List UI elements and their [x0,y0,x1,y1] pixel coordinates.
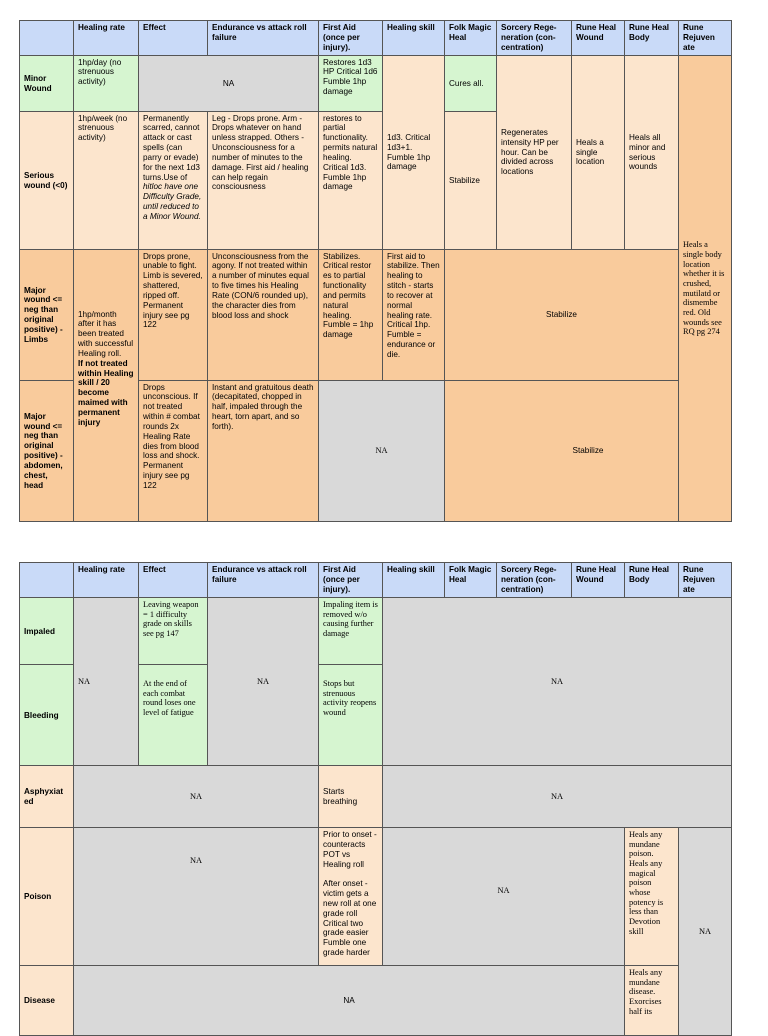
header-rune-rejuvenate-2: Rune Rejuven ate [679,563,732,598]
header-row [20,21,732,56]
impaled-bleeding-healing-rate-na: NA [74,598,139,766]
asphyxiated-first-aid: Starts breathing [319,766,383,828]
header-healing-rate: Healing rate [74,21,139,56]
row-label-bleeding: Bleeding [20,665,74,766]
row-minor-wound [20,55,732,111]
header-rune-heal-body-2: Rune Heal Body [625,563,679,598]
header-sorcery: Sorcery Rege-neration (con-centration) [497,21,572,56]
serious-healing-rate: 1hp/week (no strenuous activity) [74,111,139,249]
major-healing-rate-bottom: If not treated within Healing skill / 20 become maimed with permanent injury [78,358,134,427]
major-body-na: NA [319,380,445,521]
disease-na: NA [74,966,625,1036]
row-disease [20,966,732,1036]
row-label-minor: Minor Wound [20,55,74,111]
minor-na: NA [139,55,319,111]
wound-table [19,20,732,522]
header-effect: Effect [139,21,208,56]
header-effect-2: Effect [139,563,208,598]
poison-mid-na-text: NA [497,886,510,895]
rune-heal-wound-minor-serious: Heals a single location [572,55,625,249]
minor-folk-magic: Cures all. [445,55,497,111]
bleeding-effect: At the end of each combat round loses one level of fatigue [139,665,208,766]
asphyxiated-right-na: NA [383,766,732,828]
row-major-limbs [20,249,732,380]
major-body-endurance: Instant and gratuitous death (decapitated, chopped in half, impaled through the heart, torn apart, and so forth). [208,380,319,521]
header-first-aid-2: First Aid (once per injury). [319,563,383,598]
poison-rune-heal-body: Heals any mundane poison. Heals any magical poison whose potency is less than Devotion skill [625,828,679,966]
serious-endurance: Leg - Drops prone. Arm - Drops whatever on hand unless strapped. Others - Unconsciousness for a number of minutes to the damage. First aid / healing can help regain consciousness [208,111,319,249]
major-healing-rate-top: 1hp/month after it has been treated with successful Healing roll. [78,309,134,358]
header-sorcery-2: Sorcery Rege-neration (con-centration) [497,563,572,598]
rune-heal-body-minor-serious: Heals all minor and serious wounds [625,55,679,249]
header-rune-heal-wound-2: Rune Heal Wound [572,563,625,598]
header-rune-rejuvenate: Rune Rejuven ate [679,21,732,56]
major-limbs-stabilize: Stabilize [445,249,679,380]
major-limbs-healing-skill: First aid to stabilize. Then healing to stitch - starts to recover at normal healing rate. Critical 1hp. Fumble = endurance or die. [383,249,445,380]
row-label-disease: Disease [20,966,74,1036]
header-endurance-2: Endurance vs attack roll failure [208,563,319,598]
poison-mid-na [383,828,625,966]
serious-effect [139,111,208,249]
header-corner-2 [20,563,74,598]
header-healing-skill-2: Healing skill [383,563,445,598]
impaled-bleeding-right-na: NA [383,598,732,766]
poison-first-aid: Prior to onset - counteracts POT vs Healing roll After onset - victim gets a new roll at one grade roll Critical two grade easier Fumble one grade harder [319,828,383,966]
conditions-table [19,562,732,1036]
header-healing-skill: Healing skill [383,21,445,56]
bleeding-first-aid: Stops but strenuous activity reopens wound [319,665,383,766]
major-limbs-first-aid: Stabilizes. Critical restor es to partial functionality and permits natural healing. Fumble = 1hp damage [319,249,383,380]
row-label-impaled: Impaled [20,598,74,665]
disease-rune-heal-body: Heals any mundane disease. Exorcises half its [625,966,679,1036]
poison-left-na-text: NA [189,856,203,865]
major-limbs-endurance: Unconsciousness from the agony. If not treated within a number of minutes equal to five times his Healing Rate (CON/6 rounded up), the character dies from blood loss and shock [208,249,319,380]
asphyxiated-left-na: NA [74,766,319,828]
major-healing-rate [74,249,139,521]
row-label-poison: Poison [20,828,74,966]
sorcery-minor-serious: Regenerates intensity HP per hour. Can be divided across locations [497,55,572,249]
major-limbs-effect: Drops prone, unable to fight. Limb is severed, shattered, ripped off. Permanent injury see pg 122 [139,249,208,380]
impaled-bleeding-endurance-na: NA [208,598,319,766]
header-first-aid: First Aid (once per injury). [319,21,383,56]
header-endurance: Endurance vs attack roll failure [208,21,319,56]
serious-folk-magic: Stabilize [445,111,497,249]
impaled-effect: Leaving weapon = 1 difficulty grade on skills see pg 147 [139,598,208,665]
minor-healing-rate: 1hp/day (no strenuous activity) [74,55,139,111]
serious-effect-italic: hitloc have one Difficulty Grade, until reduced to a Minor Wound. [143,182,202,221]
header-folk-magic: Folk Magic Heal [445,21,497,56]
header-healing-rate-2: Healing rate [74,563,139,598]
header-row-2 [20,563,732,598]
poison-disease-rejuvenate-na: NA [679,828,732,1036]
header-rune-heal-wound: Rune Heal Wound [572,21,625,56]
minor-first-aid: Restores 1d3 HP Critical 1d6 Fumble 1hp damage [319,55,383,111]
rejuvenate-all: Heals a single body location whether it is crushed, mutilatd or dismembe red. Old wounds see RQ pg 274 [679,55,732,521]
row-label-serious: Serious wound (<0) [20,111,74,249]
poison-left-na [74,828,319,966]
row-label-major-limbs: Major wound <= neg than original positive) - Limbs [20,249,74,380]
impaled-first-aid: Impaling item is removed w/o causing further damage [319,598,383,665]
header-corner [20,21,74,56]
header-rune-heal-body: Rune Heal Body [625,21,679,56]
row-asphyxiated [20,766,732,828]
serious-effect-text: Permanently scarred, cannot attack or cast spells (can parry or evade) for the next 1d3 turns.Use of [143,113,200,182]
row-impaled [20,598,732,665]
row-label-major-body: Major wound <= neg than original positive) - abdomen, chest, head [20,380,74,521]
healing-skill-minor-serious: 1d3. Critical 1d3+1. Fumble 1hp damage [383,55,445,249]
major-body-stabilize: Stabilize [445,380,732,521]
row-poison [20,828,732,966]
major-body-effect: Drops unconscious. If not treated within # combat rounds 2x Healing Rate dies from blood loss and shock. Permanent injury see pg 122 [139,380,208,521]
row-label-asphyxiated: Asphyxiat ed [20,766,74,828]
header-folk-magic-2: Folk Magic Heal [445,563,497,598]
serious-first-aid: restores to partial functionality. permits natural healing. Critical 1d3. Fumble 1hp damage [319,111,383,249]
